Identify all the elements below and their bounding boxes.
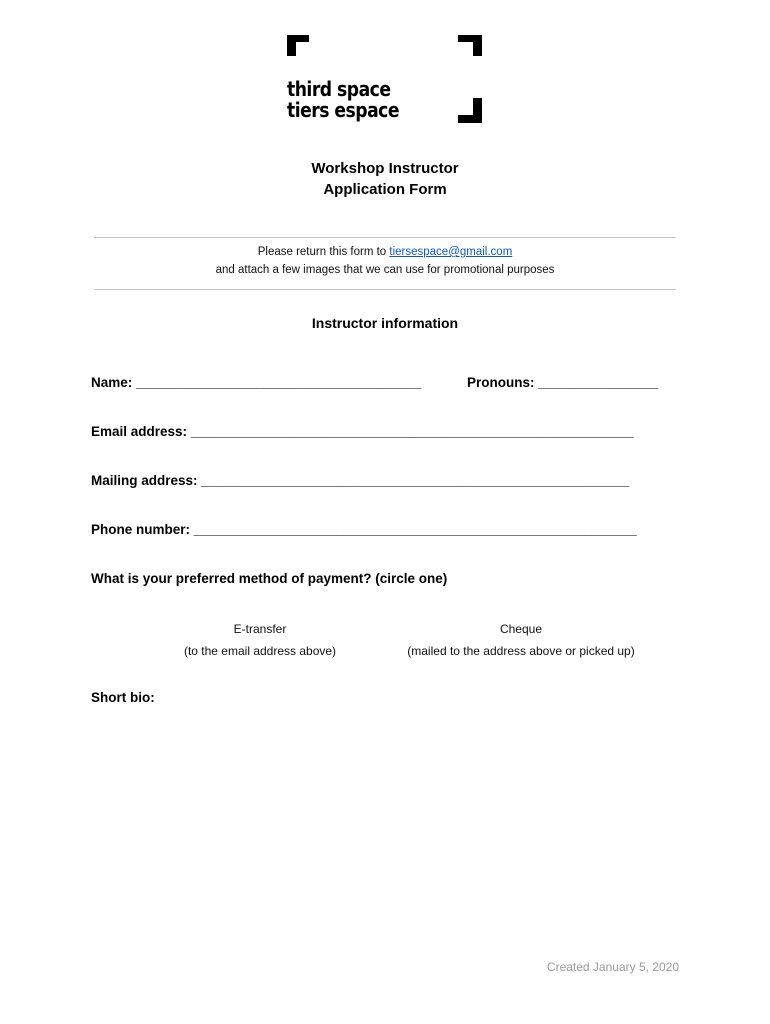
- cheque-note: (mailed to the address above or picked up): [407, 644, 635, 658]
- logo-corner-top-right-stem: [473, 35, 482, 56]
- payment-method-question: What is your preferred method of payment? (circle one): [91, 571, 448, 586]
- payment-option-cheque[interactable]: [396, 618, 646, 662]
- return-instructions-line1: [0, 243, 770, 261]
- bottom-divider: [94, 289, 676, 290]
- logo-wordmark: [287, 79, 399, 121]
- return-instructions-prefix: Please return this form to: [257, 246, 390, 258]
- created-date: Created January 5, 2020: [546, 960, 679, 974]
- short-bio-label: Short bio:: [91, 690, 155, 705]
- logo-corner-bottom-right-stem: [473, 98, 482, 123]
- return-instructions: [0, 243, 770, 279]
- contact-email-link[interactable]: tiersespace@gmail.com: [389, 246, 513, 258]
- etransfer-label: E-transfer: [233, 622, 287, 636]
- logo-line-english: third space: [287, 77, 391, 101]
- payment-option-etransfer[interactable]: [160, 618, 360, 662]
- third-space-logo: [287, 35, 483, 123]
- name-field[interactable]: Name: ______________________________________: [91, 375, 422, 390]
- etransfer-note: (to the email address above): [183, 644, 337, 658]
- mailing-address-field[interactable]: Mailing address: _________________________________________________________: [91, 473, 630, 488]
- logo-corner-top-left-stem: [287, 35, 296, 56]
- form-title-line1: Workshop Instructor: [311, 160, 459, 177]
- form-title-line2: Application Form: [323, 181, 447, 198]
- instructor-information-heading: Instructor information: [311, 315, 459, 331]
- cheque-label: Cheque: [499, 622, 543, 636]
- email-address-field[interactable]: Email address: ___________________________________________________________: [91, 424, 634, 439]
- top-divider: [94, 237, 676, 238]
- phone-number-field[interactable]: Phone number: ___________________________________________________________: [91, 522, 637, 537]
- logo-line-french: tiers espace: [287, 98, 399, 122]
- pronouns-field[interactable]: Pronouns: ________________: [467, 375, 659, 390]
- return-instructions-line2: and attach a few images that we can use for promotional purposes: [215, 264, 555, 276]
- form-title: [0, 158, 770, 200]
